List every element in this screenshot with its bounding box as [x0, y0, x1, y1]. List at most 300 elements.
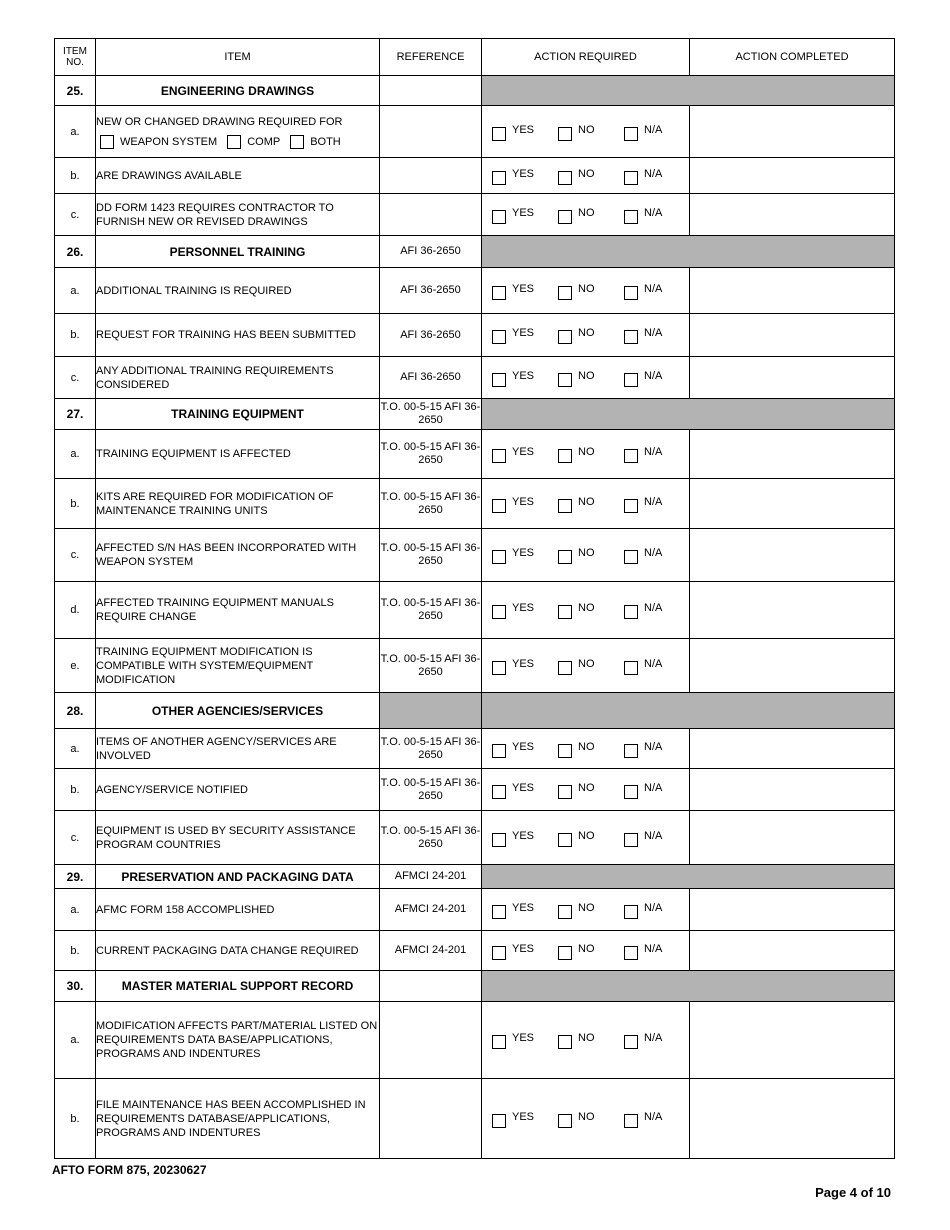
no-checkbox[interactable] [558, 833, 572, 847]
form-id: AFTO FORM 875, 20230627 [52, 1163, 207, 1177]
yes-checkbox[interactable] [492, 744, 506, 758]
yes-label: YES [512, 327, 535, 339]
yes-label: YES [512, 1032, 535, 1044]
yes-checkbox[interactable] [492, 330, 506, 344]
weapon-system-checkbox[interactable] [100, 135, 114, 149]
item-letter: a. [55, 106, 96, 158]
item-letter: b. [55, 479, 96, 529]
table-row [55, 889, 895, 931]
yes-no-na-group [482, 1033, 689, 1047]
no-checkbox[interactable] [558, 499, 572, 513]
yes-option [492, 447, 544, 461]
item-description [96, 639, 380, 693]
header-action-completed: ACTION COMPLETED [690, 39, 895, 76]
item-text: AGENCY/SERVICE NOTIFIED [96, 783, 248, 796]
item-text: MODIFICATION AFFECTS PART/MATERIAL LISTED ON REQUIREMENTS DATA BASE/APPLICATIONS, PROGRAMS AND INDENTURES [96, 1020, 378, 1060]
yes-checkbox[interactable] [492, 785, 506, 799]
yes-checkbox[interactable] [492, 605, 506, 619]
no-option [558, 603, 610, 617]
no-checkbox[interactable] [558, 286, 572, 300]
section-reference [380, 76, 482, 106]
na-option [624, 831, 676, 845]
na-label: N/A [644, 327, 663, 339]
section-number: 30. [55, 971, 96, 1002]
yes-label: YES [512, 781, 535, 794]
na-label: N/A [644, 446, 663, 458]
yes-no-na-group [482, 903, 689, 917]
action-completed-field[interactable] [690, 1079, 895, 1159]
action-required-cell [482, 931, 690, 971]
na-option [624, 125, 676, 139]
yes-label: YES [512, 495, 535, 508]
item-reference: T.O. 00-5-15 AFI 36-2650 [380, 729, 482, 769]
na-checkbox[interactable] [624, 330, 638, 344]
yes-option [492, 169, 544, 183]
section-title: MASTER MATERIAL SUPPORT RECORD [96, 971, 380, 1002]
na-option [624, 497, 676, 511]
yes-no-na-group [482, 659, 689, 673]
section-shaded-cell [482, 971, 895, 1002]
section-number: 25. [55, 76, 96, 106]
na-checkbox[interactable] [624, 550, 638, 564]
yes-checkbox[interactable] [492, 127, 506, 141]
both-checkbox[interactable] [290, 135, 304, 149]
section-row [55, 236, 895, 268]
section-shaded-cell [482, 236, 895, 268]
yes-option [492, 603, 544, 617]
na-checkbox[interactable] [624, 1114, 638, 1128]
action-required-cell [482, 479, 690, 529]
no-option [558, 497, 610, 511]
action-required-cell [482, 158, 690, 194]
both-label: BOTH [310, 135, 341, 148]
na-label: N/A [644, 602, 663, 614]
section-shaded-cell [482, 693, 895, 729]
item-reference: T.O. 00-5-15 AFI 36-2650 [380, 529, 482, 582]
no-label: NO [578, 829, 595, 842]
action-required-cell [482, 106, 690, 158]
action-completed-field[interactable] [690, 430, 895, 479]
item-letter: a. [55, 889, 96, 931]
yes-label: YES [512, 206, 535, 219]
na-checkbox[interactable] [624, 946, 638, 960]
no-label: NO [578, 369, 595, 382]
item-letter: c. [55, 357, 96, 399]
section-row [55, 971, 895, 1002]
item-text: AFMC FORM 158 ACCOMPLISHED [96, 903, 275, 916]
item-reference: AFI 36-2650 [380, 268, 482, 314]
item-reference [380, 158, 482, 194]
item-letter: c. [55, 194, 96, 236]
no-label: NO [578, 446, 595, 458]
item-reference [380, 106, 482, 158]
na-label: N/A [644, 167, 663, 180]
item-letter: b. [55, 1079, 96, 1159]
action-completed-field[interactable] [690, 582, 895, 639]
table-row [55, 931, 895, 971]
action-required-cell [482, 194, 690, 236]
item-text: ANY ADDITIONAL TRAINING REQUIREMENTS CONSIDERED [96, 364, 334, 391]
header-row [55, 39, 895, 76]
item-letter: a. [55, 430, 96, 479]
item-letter: b. [55, 314, 96, 357]
yes-label: YES [512, 829, 535, 842]
na-checkbox[interactable] [624, 661, 638, 675]
yes-checkbox[interactable] [492, 905, 506, 919]
no-checkbox[interactable] [558, 210, 572, 224]
yes-checkbox[interactable] [492, 833, 506, 847]
item-text: ARE DRAWINGS AVAILABLE [96, 169, 242, 182]
no-checkbox[interactable] [558, 449, 572, 463]
action-completed-field[interactable] [690, 729, 895, 769]
table-row [55, 769, 895, 811]
no-checkbox[interactable] [558, 1114, 572, 1128]
no-option [558, 284, 610, 298]
na-option [624, 548, 676, 562]
item-text: ITEMS OF ANOTHER AGENCY/SERVICES ARE INVOLVED [96, 735, 337, 762]
comp-checkbox[interactable] [227, 135, 241, 149]
action-required-cell [482, 268, 690, 314]
no-checkbox[interactable] [558, 373, 572, 387]
no-checkbox[interactable] [558, 171, 572, 185]
item-reference [380, 1079, 482, 1159]
section-title: PERSONNEL TRAINING [96, 236, 380, 268]
na-option [624, 742, 676, 756]
section-shaded-cell [482, 399, 895, 430]
item-text: AFFECTED TRAINING EQUIPMENT MANUALS REQUIRE CHANGE [96, 597, 334, 623]
weapon-options [96, 135, 379, 149]
no-option [558, 548, 610, 562]
item-letter: e. [55, 639, 96, 693]
item-reference: T.O. 00-5-15 AFI 36-2650 [380, 769, 482, 811]
action-required-cell [482, 769, 690, 811]
yes-checkbox[interactable] [492, 1114, 506, 1128]
item-text: DD FORM 1423 REQUIRES CONTRACTOR TO FURNISH NEW OR REVISED DRAWINGS [96, 201, 334, 228]
action-completed-field[interactable] [690, 479, 895, 529]
section-row [55, 693, 895, 729]
na-option [624, 371, 676, 385]
no-label: NO [578, 1110, 595, 1123]
na-option [624, 903, 676, 917]
action-required-cell [482, 529, 690, 582]
weapon-system-label: WEAPON SYSTEM [120, 135, 218, 148]
na-option [624, 169, 676, 183]
section-number: 29. [55, 865, 96, 889]
no-label: NO [578, 327, 595, 339]
section-shaded-cell [482, 865, 895, 889]
no-label: NO [578, 547, 595, 559]
item-description [96, 729, 380, 769]
section-number: 26. [55, 236, 96, 268]
table-row [55, 314, 895, 357]
yes-option [492, 548, 544, 562]
no-checkbox[interactable] [558, 744, 572, 758]
action-completed-field[interactable] [690, 529, 895, 582]
na-checkbox[interactable] [624, 785, 638, 799]
yes-no-na-group [482, 944, 689, 958]
item-reference [380, 194, 482, 236]
yes-label: YES [512, 602, 535, 614]
na-label: N/A [644, 123, 663, 136]
yes-checkbox[interactable] [492, 550, 506, 564]
item-text: ADDITIONAL TRAINING IS REQUIRED [96, 284, 292, 297]
section-number: 28. [55, 693, 96, 729]
no-label: NO [578, 657, 595, 670]
no-option [558, 125, 610, 139]
yes-checkbox[interactable] [492, 661, 506, 675]
action-completed-field[interactable] [690, 158, 895, 194]
yes-checkbox[interactable] [492, 1035, 506, 1049]
na-label: N/A [644, 740, 663, 753]
section-row [55, 76, 895, 106]
yes-no-na-group [482, 169, 689, 183]
table-row [55, 582, 895, 639]
na-checkbox[interactable] [624, 373, 638, 387]
yes-checkbox[interactable] [492, 449, 506, 463]
section-title: TRAINING EQUIPMENT [96, 399, 380, 430]
no-option [558, 208, 610, 222]
yes-no-na-group [482, 742, 689, 756]
item-letter: b. [55, 769, 96, 811]
no-label: NO [578, 901, 595, 914]
yes-option [492, 284, 544, 298]
no-option [558, 447, 610, 461]
item-text: TRAINING EQUIPMENT MODIFICATION IS COMPATIBLE WITH SYSTEM/EQUIPMENT MODIFICATION [96, 645, 313, 686]
na-label: N/A [644, 369, 663, 382]
item-description [96, 811, 380, 865]
action-completed-field[interactable] [690, 106, 895, 158]
yes-no-na-group [482, 548, 689, 562]
table-row [55, 479, 895, 529]
header-reference: REFERENCE [380, 39, 482, 76]
na-checkbox[interactable] [624, 744, 638, 758]
yes-no-na-group [482, 783, 689, 797]
item-description [96, 268, 380, 314]
yes-option [492, 742, 544, 756]
action-completed-field[interactable] [690, 639, 895, 693]
yes-option [492, 944, 544, 958]
action-completed-field[interactable] [690, 811, 895, 865]
item-reference: AFI 36-2650 [380, 314, 482, 357]
item-text: EQUIPMENT IS USED BY SECURITY ASSISTANCE PROGRAM COUNTRIES [96, 824, 356, 851]
na-checkbox[interactable] [624, 833, 638, 847]
yes-option [492, 903, 544, 917]
item-description [96, 430, 380, 479]
yes-label: YES [512, 740, 535, 753]
na-checkbox[interactable] [624, 449, 638, 463]
yes-label: YES [512, 167, 535, 180]
item-text: KITS ARE REQUIRED FOR MODIFICATION OF MAINTENANCE TRAINING UNITS [96, 490, 334, 517]
item-letter: b. [55, 158, 96, 194]
no-checkbox[interactable] [558, 1035, 572, 1049]
yes-no-na-group [482, 831, 689, 845]
action-completed-field[interactable] [690, 357, 895, 399]
table-row [55, 158, 895, 194]
table-row [55, 430, 895, 479]
header-action-required: ACTION REQUIRED [482, 39, 690, 76]
no-label: NO [578, 495, 595, 508]
yes-no-na-group [482, 447, 689, 461]
action-required-cell [482, 639, 690, 693]
item-description [96, 931, 380, 971]
table-row [55, 357, 895, 399]
item-reference: T.O. 00-5-15 AFI 36-2650 [380, 479, 482, 529]
action-required-cell [482, 729, 690, 769]
action-completed-field[interactable] [690, 769, 895, 811]
item-letter: c. [55, 529, 96, 582]
action-required-cell [482, 314, 690, 357]
no-checkbox[interactable] [558, 905, 572, 919]
table-row [55, 729, 895, 769]
na-label: N/A [644, 901, 663, 914]
comp-label: COMP [247, 135, 281, 148]
no-label: NO [578, 206, 595, 219]
item-text: NEW OR CHANGED DRAWING REQUIRED FOR [96, 115, 343, 128]
yes-no-na-group [482, 371, 689, 385]
no-checkbox[interactable] [558, 785, 572, 799]
na-option [624, 944, 676, 958]
yes-checkbox[interactable] [492, 171, 506, 185]
yes-option [492, 125, 544, 139]
na-label: N/A [644, 495, 663, 508]
table-row [55, 1002, 895, 1079]
item-reference: T.O. 00-5-15 AFI 36-2650 [380, 811, 482, 865]
yes-checkbox[interactable] [492, 946, 506, 960]
action-completed-field[interactable] [690, 314, 895, 357]
table-row [55, 639, 895, 693]
yes-option [492, 1033, 544, 1047]
no-option [558, 659, 610, 673]
section-row [55, 865, 895, 889]
no-label: NO [578, 282, 595, 295]
table-row [55, 194, 895, 236]
na-option [624, 447, 676, 461]
item-description [96, 158, 380, 194]
na-checkbox[interactable] [624, 905, 638, 919]
na-label: N/A [644, 206, 663, 219]
no-label: NO [578, 781, 595, 794]
item-description [96, 479, 380, 529]
item-description [96, 1002, 380, 1079]
na-checkbox[interactable] [624, 171, 638, 185]
yes-checkbox[interactable] [492, 286, 506, 300]
table-row [55, 811, 895, 865]
action-required-cell [482, 1079, 690, 1159]
yes-label: YES [512, 942, 535, 955]
item-reference: AFMCI 24-201 [380, 931, 482, 971]
no-label: NO [578, 1032, 595, 1044]
no-option [558, 783, 610, 797]
yes-no-na-group [482, 1112, 689, 1126]
no-option [558, 1033, 610, 1047]
na-option [624, 1112, 676, 1126]
section-title: OTHER AGENCIES/SERVICES [96, 693, 380, 729]
action-required-cell [482, 811, 690, 865]
no-checkbox[interactable] [558, 127, 572, 141]
action-completed-field[interactable] [690, 268, 895, 314]
weapon-system-option [100, 135, 223, 149]
na-checkbox[interactable] [624, 210, 638, 224]
na-checkbox[interactable] [624, 127, 638, 141]
item-letter: c. [55, 811, 96, 865]
section-shaded-cell [482, 76, 895, 106]
form-table [54, 38, 895, 1159]
action-required-cell [482, 1002, 690, 1079]
yes-label: YES [512, 446, 535, 458]
na-label: N/A [644, 942, 663, 955]
yes-no-na-group [482, 208, 689, 222]
action-completed-field[interactable] [690, 194, 895, 236]
na-checkbox[interactable] [624, 1035, 638, 1049]
na-checkbox[interactable] [624, 286, 638, 300]
na-label: N/A [644, 1032, 663, 1044]
yes-option [492, 208, 544, 222]
no-checkbox[interactable] [558, 330, 572, 344]
no-option [558, 742, 610, 756]
item-reference [380, 1002, 482, 1079]
no-option [558, 831, 610, 845]
no-label: NO [578, 942, 595, 955]
yes-label: YES [512, 123, 535, 136]
na-option [624, 659, 676, 673]
action-completed-field[interactable] [690, 1002, 895, 1079]
item-description [96, 889, 380, 931]
item-letter: a. [55, 1002, 96, 1079]
na-option [624, 208, 676, 222]
section-reference: AFI 36-2650 [380, 236, 482, 268]
na-label: N/A [644, 829, 663, 842]
yes-checkbox[interactable] [492, 499, 506, 513]
no-option [558, 371, 610, 385]
na-checkbox[interactable] [624, 499, 638, 513]
yes-option [492, 659, 544, 673]
item-reference: T.O. 00-5-15 AFI 36-2650 [380, 582, 482, 639]
section-reference [380, 693, 482, 729]
no-option [558, 944, 610, 958]
action-required-cell [482, 430, 690, 479]
no-checkbox[interactable] [558, 605, 572, 619]
item-text: FILE MAINTENANCE HAS BEEN ACCOMPLISHED IN REQUIREMENTS DATABASE/APPLICATIONS, PROGRAMS AND INDENTURES [96, 1098, 366, 1139]
item-reference: AFI 36-2650 [380, 357, 482, 399]
item-text: CURRENT PACKAGING DATA CHANGE REQUIRED [96, 944, 359, 957]
yes-checkbox[interactable] [492, 373, 506, 387]
na-option [624, 284, 676, 298]
section-reference [380, 971, 482, 1002]
na-label: N/A [644, 282, 663, 295]
no-checkbox[interactable] [558, 661, 572, 675]
table-row [55, 529, 895, 582]
no-checkbox[interactable] [558, 946, 572, 960]
action-completed-field[interactable] [690, 931, 895, 971]
yes-label: YES [512, 1110, 535, 1123]
action-completed-field[interactable] [690, 889, 895, 931]
item-reference: T.O. 00-5-15 AFI 36-2650 [380, 639, 482, 693]
item-description [96, 769, 380, 811]
item-letter: a. [55, 268, 96, 314]
no-option [558, 903, 610, 917]
no-checkbox[interactable] [558, 550, 572, 564]
yes-checkbox[interactable] [492, 210, 506, 224]
yes-no-na-group [482, 125, 689, 139]
na-checkbox[interactable] [624, 605, 638, 619]
item-letter: b. [55, 931, 96, 971]
yes-label: YES [512, 369, 535, 382]
na-option [624, 328, 676, 342]
no-label: NO [578, 123, 595, 136]
item-letter: a. [55, 729, 96, 769]
yes-option [492, 783, 544, 797]
action-required-cell [482, 582, 690, 639]
